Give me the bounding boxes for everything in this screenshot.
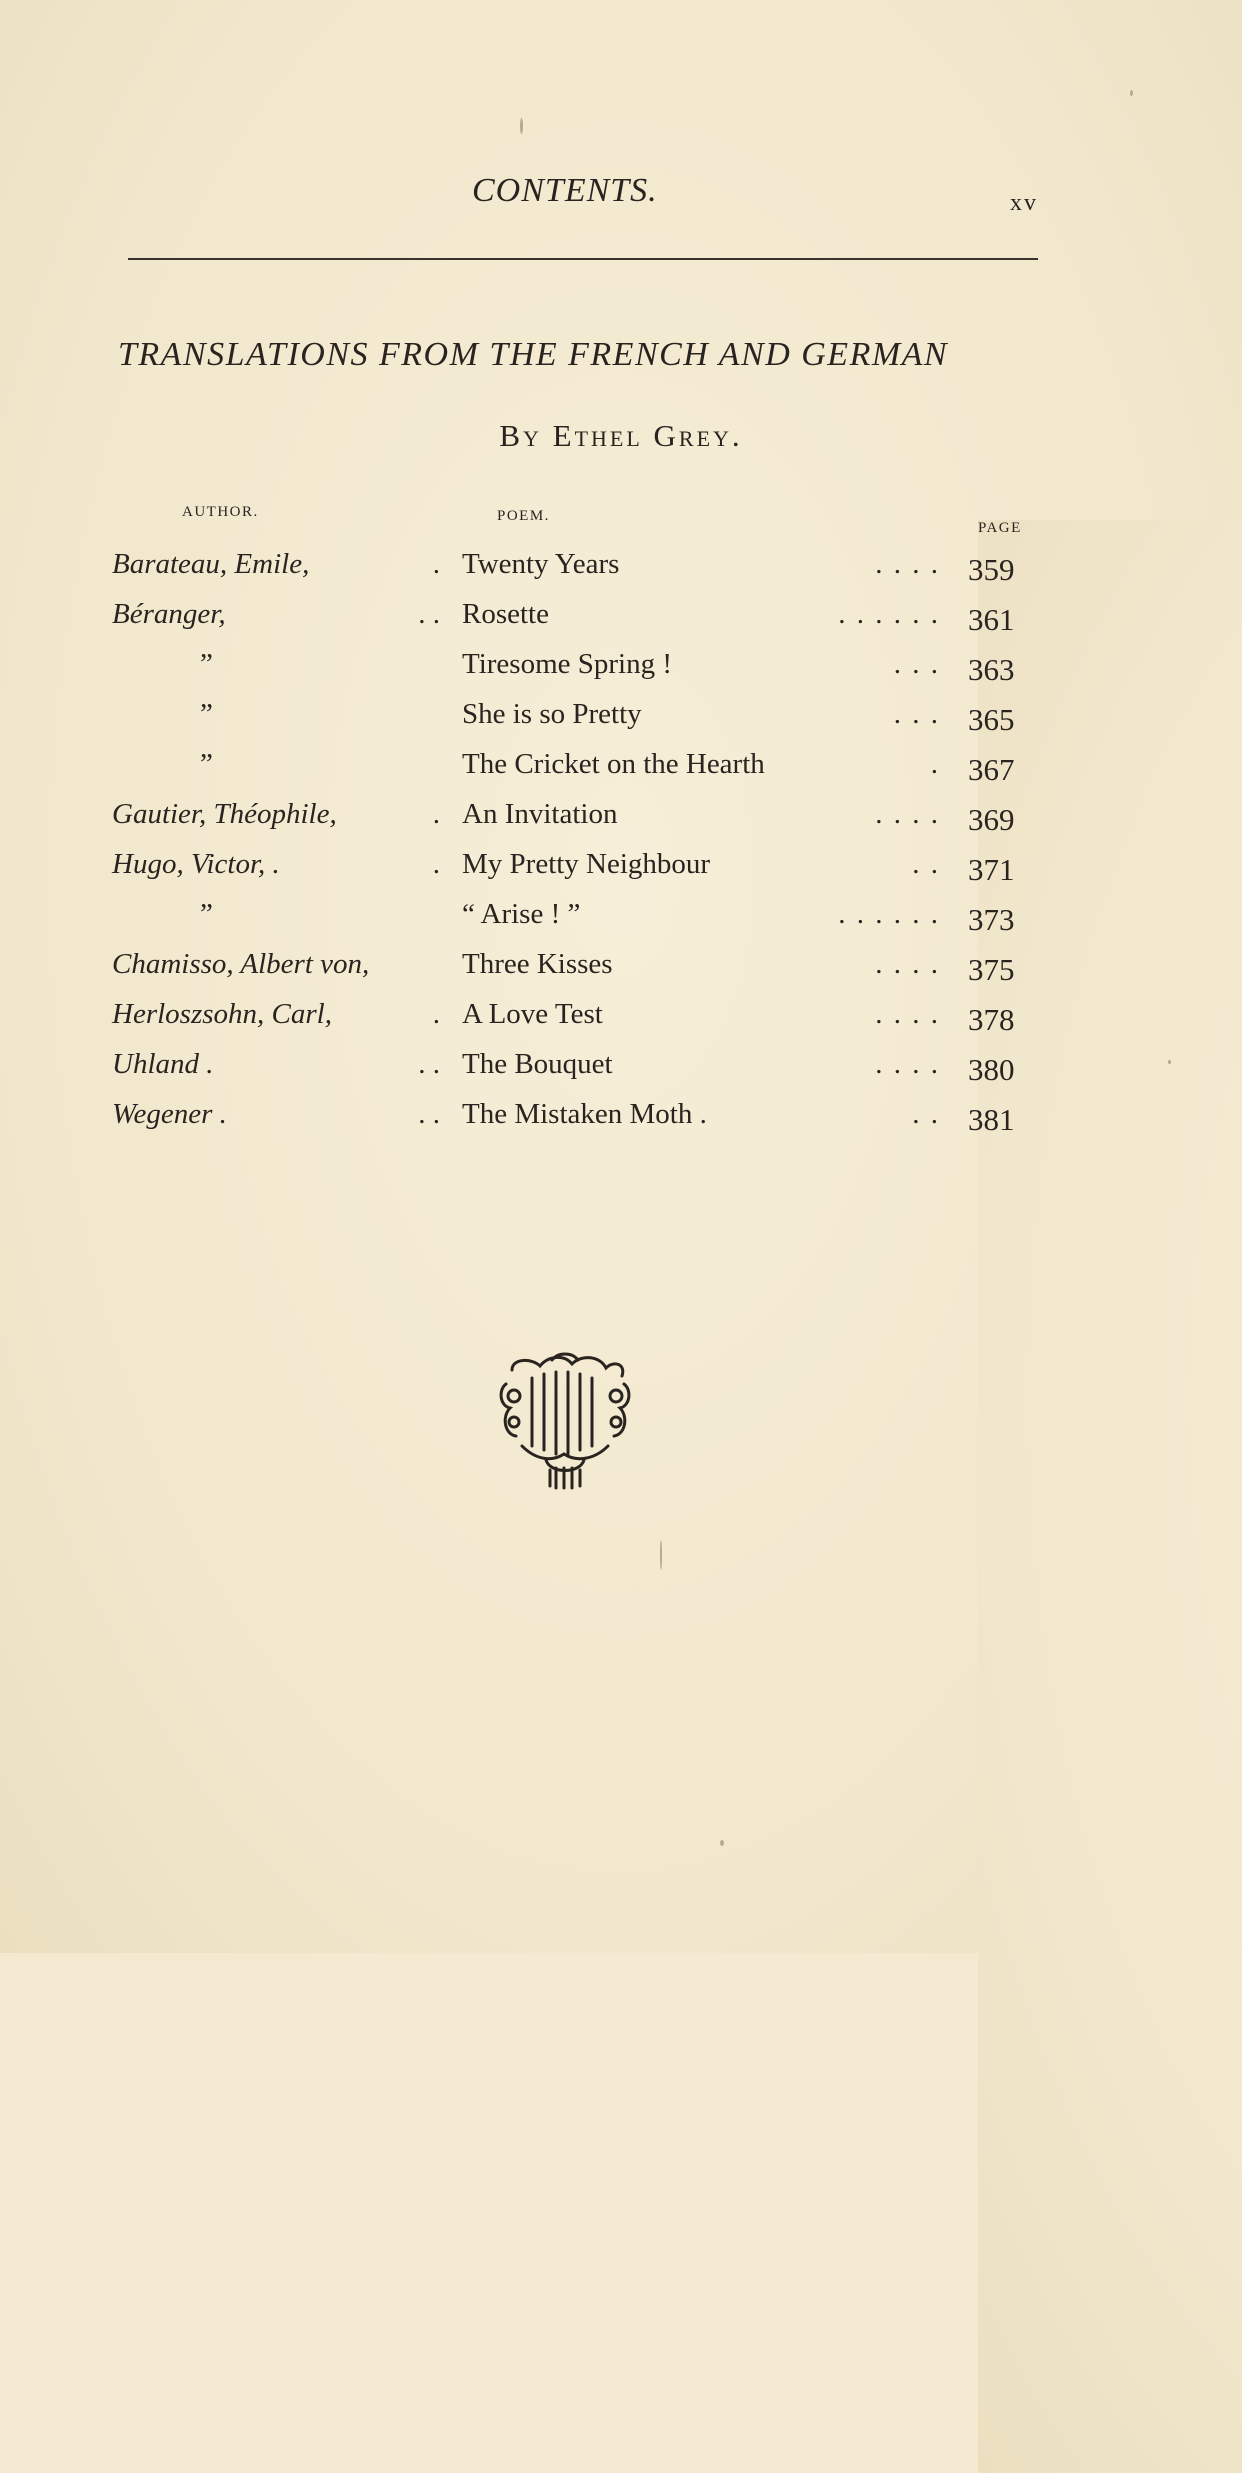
entry-dot-leader: . . . . . . <box>838 898 940 930</box>
entry-poem: “ Arise ! ” <box>462 898 581 930</box>
contents-entry <box>0 640 1242 690</box>
entry-author: Hugo, Victor, . <box>112 848 280 880</box>
column-heading-author: AUTHOR. <box>182 504 259 520</box>
entry-page-number: 378 <box>968 1002 1015 1037</box>
entry-author-leader: . . <box>418 1098 440 1130</box>
entry-page-number: 367 <box>968 752 1015 787</box>
contents-entry <box>0 1090 1242 1140</box>
entry-page-number: 375 <box>968 952 1015 987</box>
contents-entry <box>0 1040 1242 1090</box>
section-title: TRANSLATIONS FROM THE FRENCH AND GERMAN <box>118 336 949 373</box>
entry-poem: Tiresome Spring ! <box>462 648 672 680</box>
entry-page-number: 369 <box>968 802 1015 837</box>
entry-page-number: 363 <box>968 652 1015 687</box>
entry-author-leader: . . <box>418 1048 440 1080</box>
contents-entry <box>0 940 1242 990</box>
entry-author-leader: . . <box>418 598 440 630</box>
entry-poem: The Mistaken Moth . <box>462 1098 707 1130</box>
entry-author-leader: . <box>432 998 440 1030</box>
column-heading-poem: POEM. <box>497 508 550 524</box>
entry-dot-leader: . <box>930 748 940 780</box>
entry-dot-leader: . . . . <box>875 1048 940 1080</box>
entry-author: Barateau, Emile, <box>112 548 310 580</box>
entry-poem: The Cricket on the Hearth <box>462 748 765 780</box>
paper-speck <box>720 1840 724 1846</box>
paper-speck <box>520 118 523 134</box>
contents-entry <box>0 540 1242 590</box>
contents-entry <box>0 890 1242 940</box>
entry-page-number: 371 <box>968 852 1015 887</box>
entry-dot-leader: . . . . <box>875 798 940 830</box>
entry-author: Béranger, <box>112 598 226 630</box>
entry-author-leader: . <box>432 548 440 580</box>
entry-poem: She is so Pretty <box>462 698 642 730</box>
entry-poem: Twenty Years <box>462 548 620 580</box>
entry-author: Wegener . <box>112 1098 227 1130</box>
header-rule <box>128 258 1038 260</box>
entry-dot-leader: . . . . <box>875 998 940 1030</box>
entry-author-leader: . <box>432 848 440 880</box>
contents-entry <box>0 740 1242 790</box>
entry-page-number: 381 <box>968 1102 1015 1137</box>
entry-poem: My Pretty Neighbour <box>462 848 711 880</box>
running-head: CONTENTS. <box>472 172 658 209</box>
entry-dot-leader: . . . . <box>875 948 940 980</box>
entry-poem: Three Kisses <box>462 948 613 980</box>
contents-entry <box>0 590 1242 640</box>
page-folio: xv <box>1010 190 1038 216</box>
contents-entry <box>0 790 1242 840</box>
entry-page-number: 359 <box>968 552 1015 587</box>
entry-author-ditto: ” <box>200 648 213 680</box>
entry-poem: The Bouquet <box>462 1048 613 1080</box>
column-heading-page: PAGE <box>978 520 1242 2473</box>
entry-dot-leader: . . . . <box>875 548 940 580</box>
paper-speck <box>1130 90 1133 96</box>
entry-author: Chamisso, Albert von, <box>112 948 370 980</box>
entry-page-number: 373 <box>968 902 1015 937</box>
entry-author: Herloszsohn, Carl, <box>112 998 332 1030</box>
paper-speck <box>1168 1060 1171 1064</box>
entry-poem: An Invitation <box>462 798 618 830</box>
entry-dot-leader: . . . . . . <box>838 598 940 630</box>
entry-dot-leader: . . . <box>893 698 940 730</box>
entry-poem: Rosette <box>462 598 549 630</box>
entry-author: Uhland . <box>112 1048 214 1080</box>
entry-author-ditto: ” <box>200 748 213 780</box>
contents-entry <box>0 990 1242 1040</box>
entry-dot-leader: . . . <box>893 648 940 680</box>
section-byline: By Ethel Grey. <box>499 418 743 453</box>
contents-entry <box>0 690 1242 740</box>
entry-page-number: 361 <box>968 602 1015 637</box>
entry-dot-leader: . . <box>912 848 940 880</box>
entry-author-leader: . <box>432 798 440 830</box>
contents-list <box>0 540 1242 1140</box>
entry-author-ditto: ” <box>200 698 213 730</box>
tailpiece-ornament-icon <box>492 1350 638 1490</box>
entry-page-number: 365 <box>968 702 1015 737</box>
entry-author: Gautier, Théophile, <box>112 798 337 830</box>
contents-entry <box>0 840 1242 890</box>
entry-author-ditto: ” <box>200 898 213 930</box>
entry-dot-leader: . . <box>912 1098 940 1130</box>
paper-speck <box>660 1540 662 1570</box>
entry-page-number: 380 <box>968 1052 1015 1087</box>
entry-poem: A Love Test <box>462 998 603 1030</box>
